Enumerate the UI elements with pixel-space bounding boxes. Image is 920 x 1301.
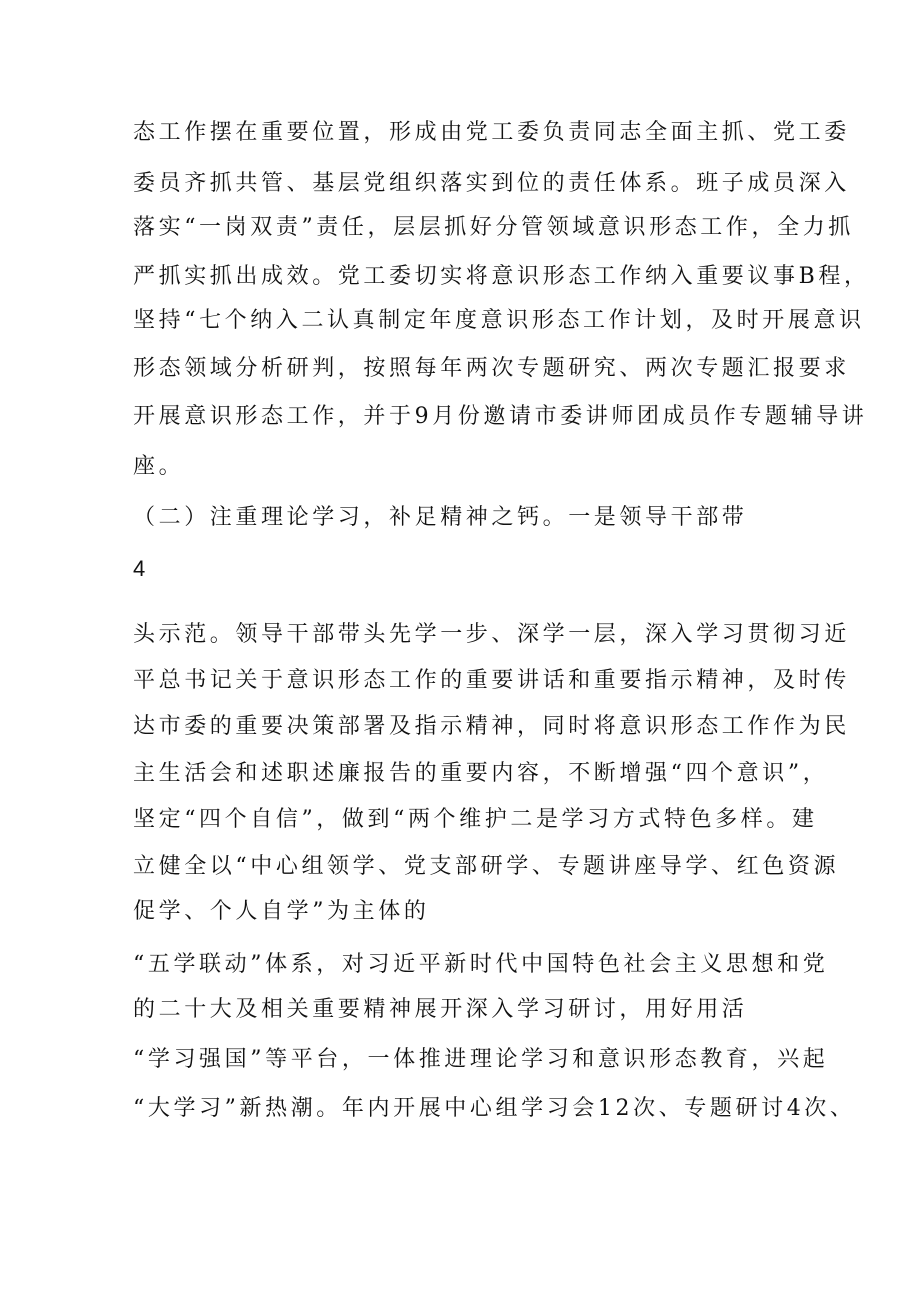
text-line: 委员齐抓共管、基层党组织落实到位的责任体系。班子成员深入 bbox=[133, 171, 850, 196]
text-line: 立健全以“中心组领学、党支部研学、专题讲座导学、红色资源 bbox=[133, 854, 840, 879]
text-line: 坚持“七个纳入二认真制定年度意识形态工作计划，及时开展意识 bbox=[133, 308, 865, 333]
text-line: “大学习”新热潮。年内开展中心组学习会12次、专题研讨4次、 bbox=[133, 1096, 856, 1121]
text-line: 头示范。领导干部带头先学一步、深学一层，深入学习贯彻习近 bbox=[133, 622, 850, 647]
text-line: 的二十大及相关重要精神展开深入学习研讨，用好用活 bbox=[133, 997, 748, 1022]
page-number: 4 bbox=[133, 556, 146, 581]
text-line: 开展意识形态工作，并于9月份邀请市委讲师团成员作专题辅导讲 bbox=[133, 404, 868, 429]
text-line: 形态领域分析研判，按照每年两次专题研究、两次专题汇报要求 bbox=[133, 356, 850, 381]
text-line: 态工作摆在重要位置，形成由党工委负责同志全面主抓、党工委 bbox=[133, 120, 850, 145]
text-line: “五学联动”体系，对习近平新时代中国特色社会主义思想和党 bbox=[133, 952, 829, 977]
text-line: 达市委的重要决策部署及指示精神，同时将意识形态工作作为民 bbox=[133, 714, 850, 739]
text-line: 促学、个人自学”为主体的 bbox=[133, 899, 430, 924]
text-line: 主生活会和述职述廉报告的重要内容，不断增强“四个意识”， bbox=[133, 761, 829, 786]
text-line: 落实“一岗双责”责任，层层抓好分管领域意识形态工作，全力抓 bbox=[133, 215, 854, 240]
text-line: “学习强国”等平台，一体推进理论学习和意识形态教育，兴起 bbox=[133, 1047, 829, 1072]
text-line: 座。 bbox=[133, 454, 185, 479]
text-line: 严抓实抓出成效。党工委切实将意识形态工作纳入重要议事B程， bbox=[133, 264, 870, 289]
section-heading-line: （二）注重理论学习，补足精神之钙。一是领导干部带 bbox=[133, 505, 748, 530]
text-line: 坚定“四个自信”，做到“两个维护二是学习方式特色多样。建 bbox=[133, 807, 818, 832]
text-line: 平总书记关于意识形态工作的重要讲话和重要指示精神，及时传 bbox=[133, 668, 850, 693]
